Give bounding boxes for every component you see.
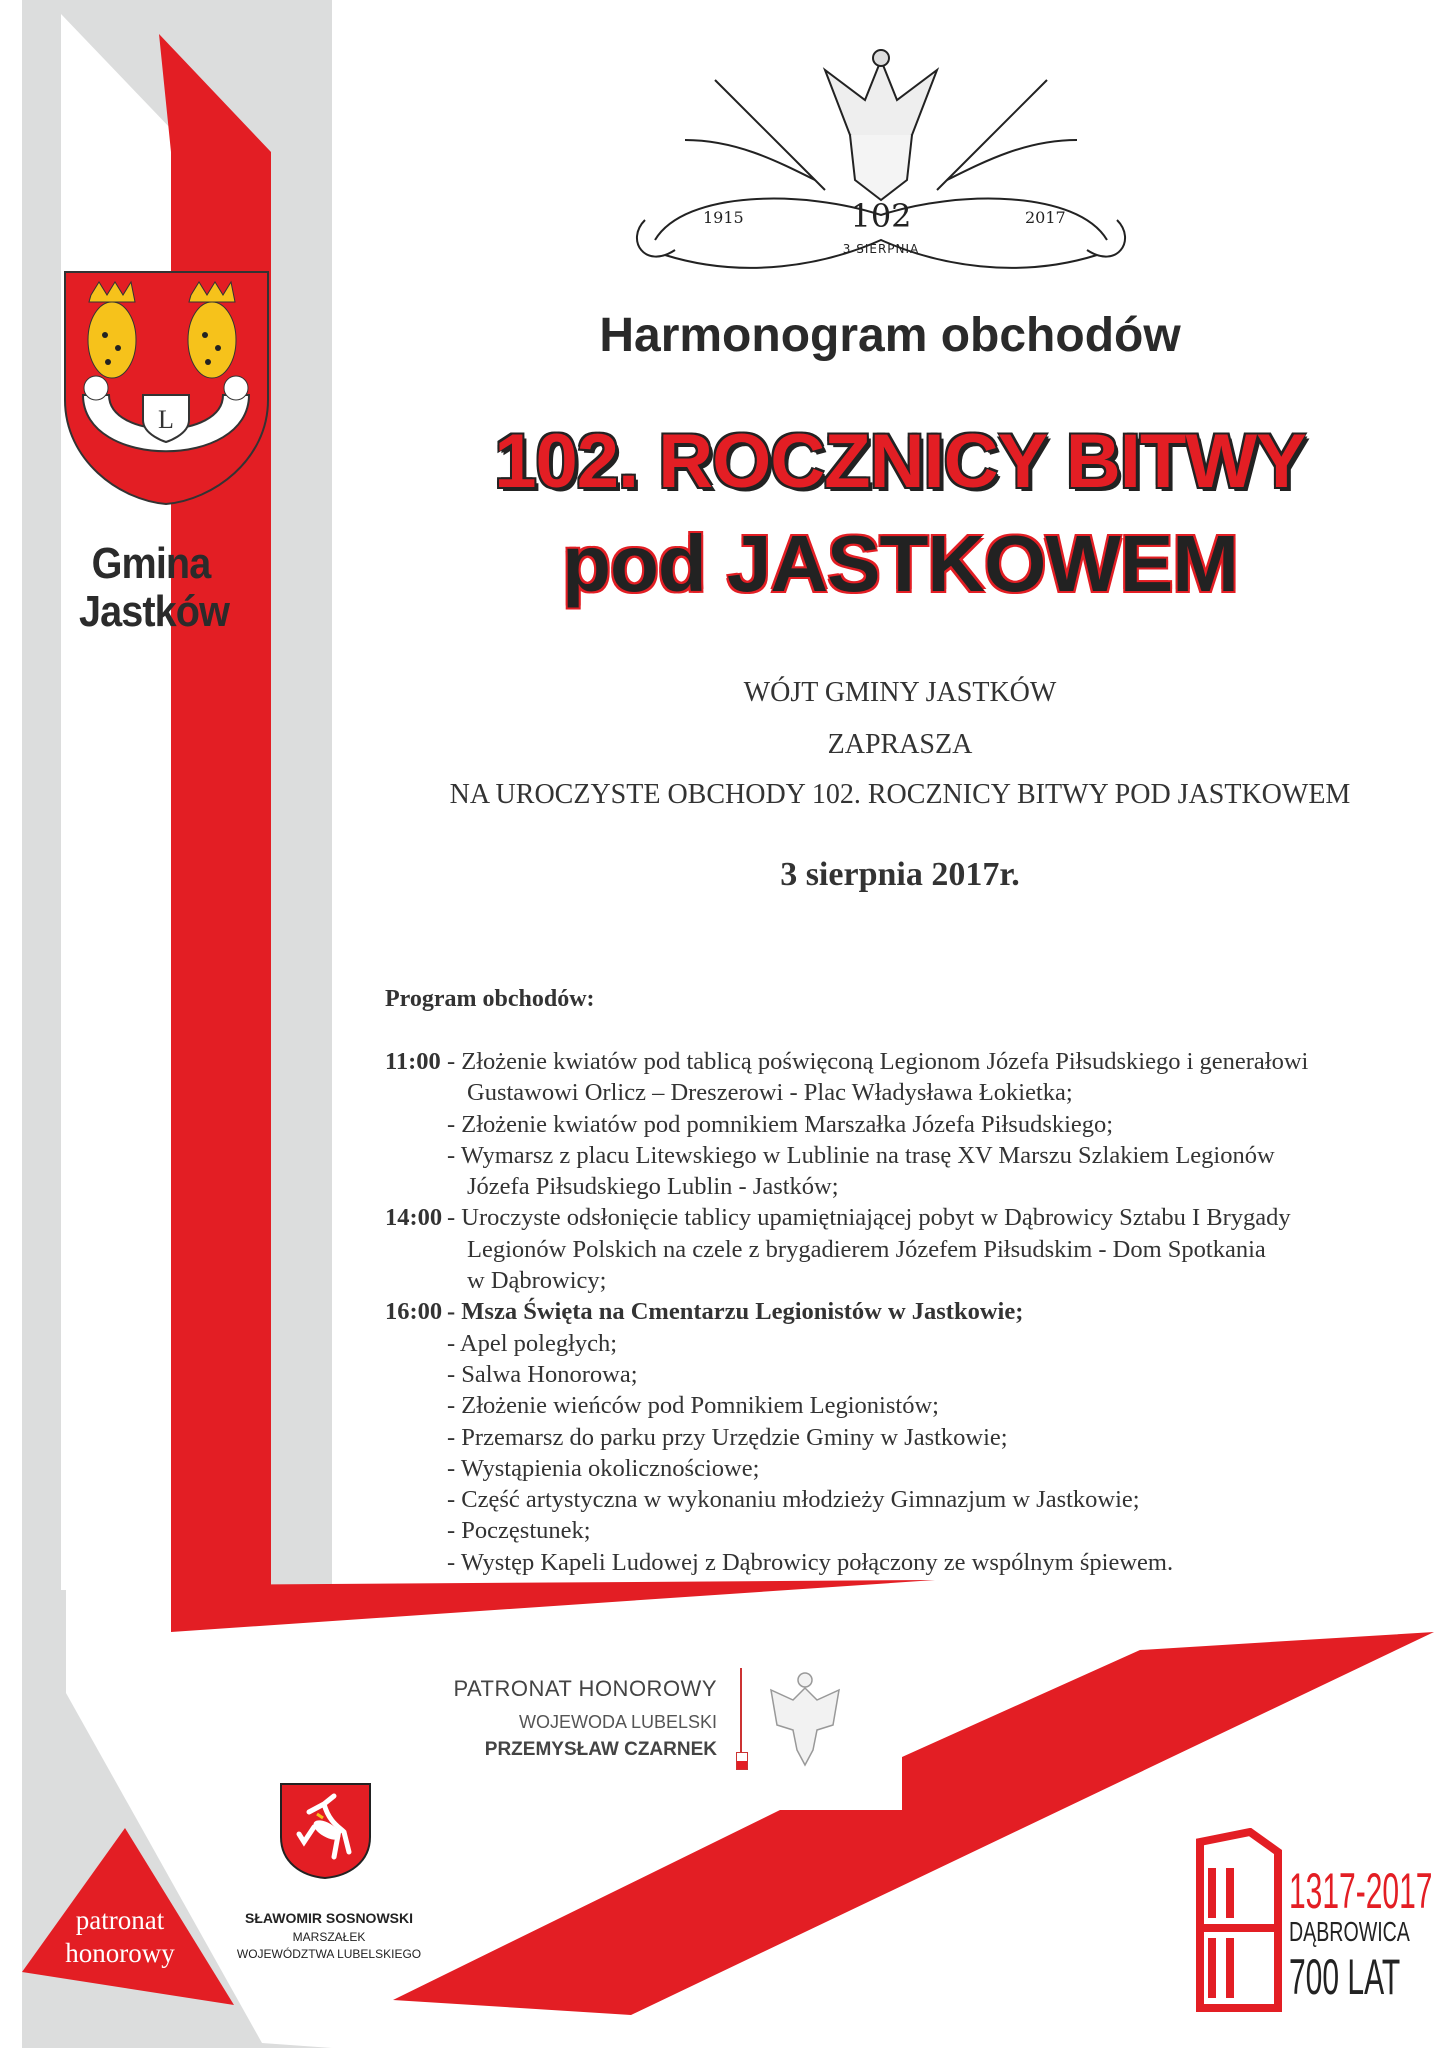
- program-line: [385, 1046, 1308, 1077]
- program-text: w Dąbrowicy;: [467, 1267, 607, 1295]
- program-schedule: [385, 1046, 1308, 1578]
- eagle-wreath-emblem-icon: [625, 40, 1137, 283]
- lubelskie-coat-of-arms: [279, 1782, 372, 1880]
- program-text: Gustawowi Orlicz – Dreszerowi - Plac Władysława Łokietka;: [467, 1079, 1073, 1107]
- program-text: - Apel poległych;: [447, 1329, 618, 1357]
- program-text: - Przemarsz do parku przy Urzędzie Gminy w Jastkowie;: [447, 1423, 1008, 1451]
- program-text: - Poczęstunek;: [447, 1517, 591, 1545]
- patronat-label-line2: honorowy: [65, 1938, 175, 1968]
- program-time: 14:00: [385, 1204, 443, 1232]
- program-line: [385, 1547, 1308, 1578]
- emblem-year-start: 1915: [703, 208, 744, 227]
- program-line: [385, 1077, 1308, 1108]
- program-text: - Złożenie kwiatów pod tablicą poświęconą Legionom Józefa Piłsudskiego i generałowi: [447, 1048, 1309, 1075]
- red-wedge: [171, 1580, 935, 1632]
- program-text: - Msza Święta na Cmentarzu Legionistów w Jastkowie;: [447, 1298, 1024, 1326]
- program-text: - Część artystyczna w wykonaniu młodzieży Gimnazjum w Jastkowie;: [447, 1486, 1140, 1514]
- program-line: [385, 1484, 1308, 1515]
- emblem-number: 102: [850, 197, 912, 235]
- program-text: - Wymarsz z placu Litewskiego w Lublinie na trasę XV Marszu Szlakiem Legionów: [447, 1141, 1275, 1169]
- anniversary-years: 1317-2017: [1289, 1863, 1433, 1919]
- dabrowica-tower-logo-icon: [1190, 1828, 1282, 2012]
- patronat-label-line1: patronat: [75, 1905, 165, 1935]
- patronage-title: PATRONAT HONOROWY: [453, 1676, 717, 1701]
- marshal-role: MARSZAŁEK: [292, 1930, 366, 1944]
- anniversary-emblem: [625, 40, 1137, 283]
- patronat-label: [40, 1904, 200, 1970]
- municipality-line2: Jastków: [79, 587, 229, 636]
- program-line: [385, 1359, 1308, 1390]
- divider-line: [740, 1668, 742, 1756]
- invitation-line3: NA UROCZYSTE OBCHODY 102. ROCZNICY BITWY POD JASTKOWEM: [449, 779, 1351, 810]
- marshal-name: SŁAWOMIR SOSNOWSKI: [245, 1910, 413, 1926]
- emblem-date: 3 SIERPNIA: [842, 242, 920, 256]
- emblem-year-end: 2017: [1025, 208, 1066, 227]
- municipality-name: [79, 540, 229, 636]
- program-line: [385, 1515, 1308, 1546]
- polish-flag-icon: [736, 1752, 748, 1770]
- event-date: 3 sierpnia 2017r.: [780, 856, 1020, 893]
- lion-left: [88, 282, 136, 378]
- program-time: 16:00: [385, 1298, 443, 1326]
- program-line: [385, 1422, 1308, 1453]
- anniversary-label: 700 LAT: [1289, 1949, 1401, 2005]
- program-text: - Wystąpienia okolicznościowe;: [447, 1454, 760, 1482]
- program-line: [385, 1453, 1308, 1484]
- svg-text:L: L: [158, 405, 174, 434]
- page-title-line2: pod JASTKOWEM: [562, 519, 1238, 608]
- gmina-jastkow-coat-of-arms: [63, 270, 270, 506]
- program-time: 11:00: [385, 1048, 441, 1075]
- program-line: [385, 1265, 1308, 1296]
- program-text: - Salwa Honorowa;: [447, 1360, 638, 1388]
- anniversary-place: DĄBROWICA: [1289, 1916, 1410, 1947]
- program-text: Józefa Piłsudskiego Lublin - Jastków;: [467, 1173, 839, 1201]
- program-line: [385, 1140, 1308, 1171]
- program-text: Legionów Polskich na czele z brygadierem Józefem Piłsudskim - Dom Spotkania: [467, 1235, 1266, 1263]
- invitation-line2: ZAPRASZA: [827, 729, 973, 760]
- page-subtitle: Harmonogram obchodów: [599, 309, 1181, 362]
- program-text: - Uroczyste odsłonięcie tablicy upamiętniającej pobyt w Dąbrowicy Sztabu I Brygady: [447, 1204, 1291, 1232]
- program-text: - Występ Kapeli Ludowej z Dąbrowicy połączony ze wspólnym śpiewem.: [447, 1548, 1174, 1576]
- white-ribbon: [61, 14, 173, 1590]
- red-ribbon: [159, 34, 271, 1590]
- program-line: [385, 1109, 1308, 1140]
- program-line: [385, 1390, 1308, 1421]
- program-line: [385, 1202, 1308, 1233]
- marshal-region: WOJEWÓDZTWA LUBELSKIEGO: [236, 1947, 422, 1961]
- lion-right: [188, 282, 236, 378]
- program-line: [385, 1171, 1308, 1202]
- polish-eagle-icon: [763, 1670, 848, 1770]
- invitation-line1: WÓJT GMINY JASTKÓW: [743, 677, 1057, 708]
- municipality-line1: Gmina: [91, 539, 211, 588]
- program-heading: Program obchodów:: [385, 986, 595, 1012]
- program-line: [385, 1234, 1308, 1265]
- program-text: - Złożenie wieńców pod Pomnikiem Legionistów;: [447, 1392, 939, 1420]
- page-title-line1: 102. ROCZNICY BITWY: [494, 419, 1306, 504]
- patronage-role: WOJEWODA LUBELSKI: [518, 1712, 717, 1732]
- program-text: - Złożenie kwiatów pod pomnikiem Marszałka Józefa Piłsudskiego;: [447, 1110, 1114, 1138]
- program-line: [385, 1296, 1308, 1327]
- program-line: [385, 1328, 1308, 1359]
- patronage-name: PRZEMYSŁAW CZARNEK: [484, 1739, 717, 1760]
